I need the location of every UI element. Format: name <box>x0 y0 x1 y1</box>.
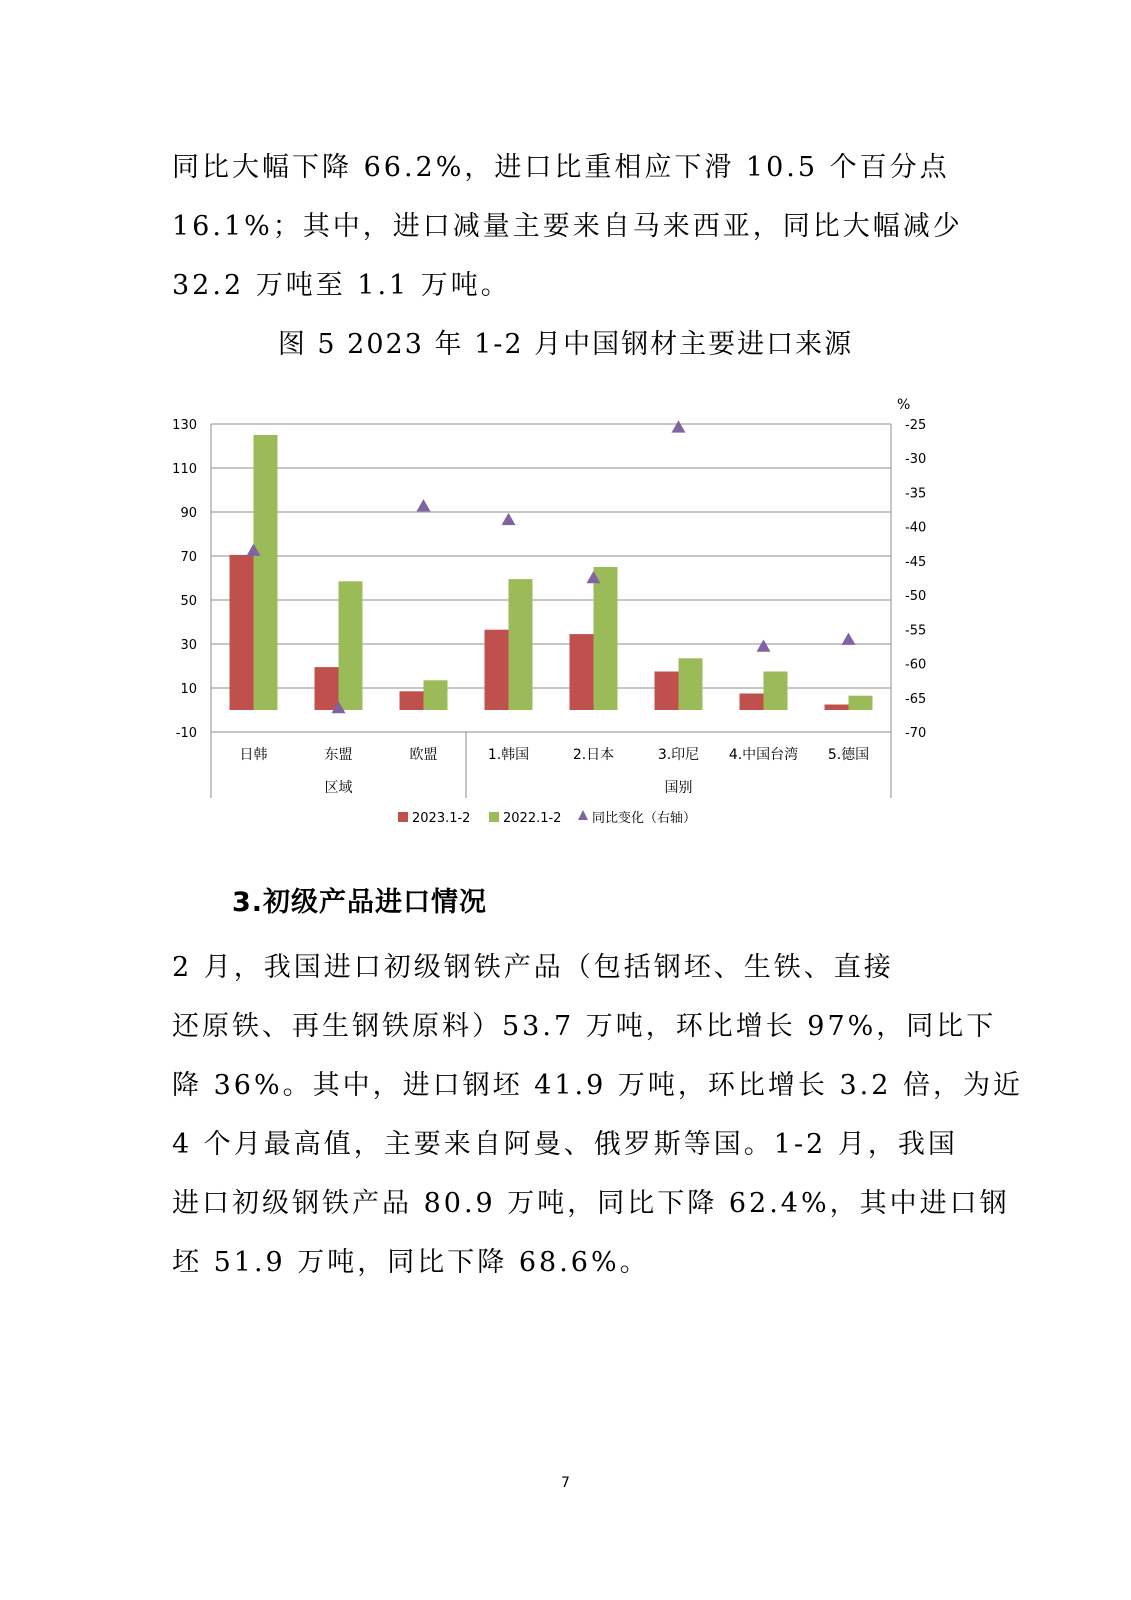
yoy-marker-4.中国台湾 <box>757 639 771 651</box>
paragraph-line: 16.1%；其中，进口减量主要来自马来西亚，同比大幅减少 <box>172 211 963 242</box>
right-tick-label: -25 <box>905 418 927 433</box>
section-heading: 3.初级产品进口情况 <box>232 887 488 918</box>
bar-2022.1-2-4.中国台湾 <box>764 672 788 711</box>
left-tick-label: 130 <box>172 418 197 433</box>
legend-swatch <box>578 810 588 820</box>
bar-2022.1-2-2.日本 <box>594 567 618 710</box>
figure-title: 图 5 2023 年 1-2 月中国钢材主要进口来源 <box>277 329 854 360</box>
bar-2023.1-2-2.日本 <box>570 634 594 710</box>
yoy-marker-3.印尼 <box>672 420 686 432</box>
paragraph-line: 降 36%。其中，进口钢坯 41.9 万吨，环比增长 3.2 倍，为近 <box>172 1070 1023 1101</box>
bar-2022.1-2-日韩 <box>254 435 278 710</box>
bar-2023.1-2-东盟 <box>315 667 339 710</box>
right-tick-label: -55 <box>905 623 927 639</box>
left-tick-label: 30 <box>180 638 197 653</box>
category-label: 东盟 <box>324 747 353 763</box>
legend-swatch <box>489 812 499 822</box>
bar-2023.1-2-4.中国台湾 <box>740 694 764 711</box>
bar-2023.1-2-5.德国 <box>825 705 849 711</box>
gridlines <box>211 424 891 732</box>
right-tick-label: -45 <box>905 554 927 570</box>
import-source-chart <box>160 398 950 838</box>
bar-2022.1-2-东盟 <box>339 581 363 710</box>
right-axis-ticks <box>905 418 926 741</box>
category-label: 5.德国 <box>827 747 870 763</box>
category-label: 欧盟 <box>409 747 438 763</box>
yoy-marker-欧盟 <box>417 499 431 511</box>
bar-2023.1-2-3.印尼 <box>655 672 679 711</box>
bar-2022.1-2-3.印尼 <box>679 658 703 710</box>
yoy-marker-1.韩国 <box>502 513 516 525</box>
left-tick-label: -10 <box>175 726 197 741</box>
right-tick-label: -35 <box>905 486 927 502</box>
left-tick-label: 70 <box>180 550 197 565</box>
right-tick-label: -30 <box>905 452 927 468</box>
legend-label: 同比变化（右轴） <box>592 811 697 826</box>
paragraph-steel-import-summary <box>172 138 962 315</box>
group-label: 区域 <box>324 780 353 796</box>
right-tick-label: -50 <box>905 589 927 605</box>
bar-2022.1-2-1.韩国 <box>509 579 533 710</box>
legend <box>398 810 696 826</box>
left-tick-label: 90 <box>180 506 197 521</box>
category-labels <box>240 746 870 763</box>
right-tick-label: -40 <box>905 520 927 536</box>
left-tick-label: 50 <box>180 594 197 609</box>
legend-label: 2022.1-2 <box>503 811 562 826</box>
category-label: 2.日本 <box>572 747 615 763</box>
bar-2023.1-2-日韩 <box>230 555 254 710</box>
bar-2023.1-2-1.韩国 <box>485 630 509 710</box>
right-tick-label: -70 <box>905 726 927 741</box>
page-number: 7 <box>561 1475 570 1491</box>
category-label: 4.中国台湾 <box>728 747 799 763</box>
group-labels <box>325 779 693 796</box>
left-tick-label: 110 <box>172 462 197 477</box>
group-label: 国别 <box>664 780 693 796</box>
left-axis-ticks <box>172 418 197 741</box>
bar-2022.1-2-欧盟 <box>424 680 448 710</box>
category-label: 1.韩国 <box>487 747 530 763</box>
legend-swatch <box>398 812 408 822</box>
right-axis-unit: % <box>897 398 911 413</box>
paragraph-line: 坯 51.9 万吨，同比下降 68.6%。 <box>172 1247 650 1278</box>
legend-label: 2023.1-2 <box>412 811 471 826</box>
paragraph-line: 2 月，我国进口初级钢铁产品（包括钢坯、生铁、直接 <box>172 952 894 983</box>
bar-2022.1-2-5.德国 <box>849 696 873 710</box>
bar-2023.1-2-欧盟 <box>400 691 424 710</box>
bars <box>230 435 873 710</box>
category-label: 日韩 <box>239 747 268 763</box>
right-tick-label: -60 <box>905 657 927 673</box>
left-tick-label: 10 <box>180 682 197 697</box>
yoy-marker-5.德国 <box>842 633 856 645</box>
paragraph-line: 32.2 万吨至 1.1 万吨。 <box>172 270 511 301</box>
paragraph-line: 进口初级钢铁产品 80.9 万吨，同比下降 62.4%，其中进口钢 <box>172 1188 1010 1219</box>
right-tick-label: -65 <box>905 691 927 707</box>
paragraph-primary-products <box>172 938 1023 1292</box>
paragraph-line: 同比大幅下降 66.2%，进口比重相应下滑 10.5 个百分点 <box>172 152 950 183</box>
axes <box>211 424 891 798</box>
category-label: 3.印尼 <box>657 747 700 763</box>
paragraph-line: 还原铁、再生钢铁原料）53.7 万吨，环比增长 97%，同比下 <box>172 1011 997 1042</box>
paragraph-line: 4 个月最高值，主要来自阿曼、俄罗斯等国。1-2 月，我国 <box>172 1129 958 1160</box>
